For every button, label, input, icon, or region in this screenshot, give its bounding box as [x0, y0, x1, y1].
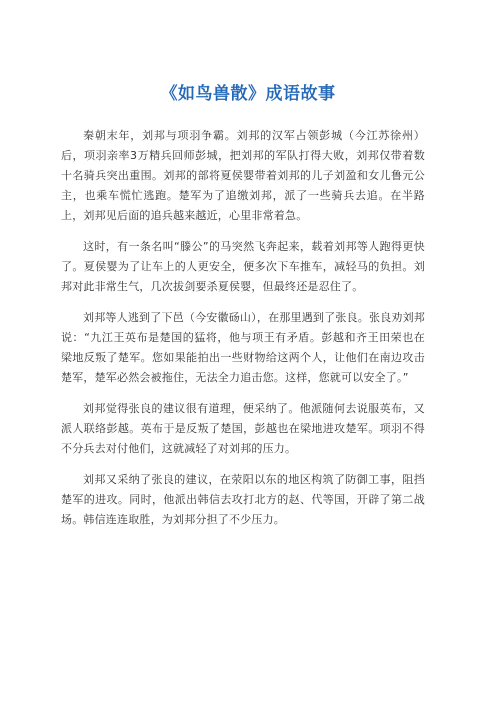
paragraph-2: 这时，有一条名叫“滕公”的马突然飞奔起来，载着刘邦等人跑得更快了。夏侯婴为了让车上的人更安全，便多次下车推车，减轻马的负担。刘邦对此非常生气，几次拔剑要杀夏侯婴，但最终还是忍住了。: [61, 240, 425, 293]
paragraph-1: 秦朝末年，刘邦与项羽争霸。刘邦的汉军占领彭城（今江苏徐州）后，项羽亲率3万精兵回师彭城，把刘邦的军队打得大败，刘邦仅带着数十名骑兵突出重围。刘邦的部将夏侯婴带着刘邦的儿子刘盈和女儿鲁元公主，也乘车慌忙逃跑。楚军为了追缴刘邦，派了一些骑兵去追。在半路上，刘邦见后面的追兵越来越近，心里非常着急。: [61, 129, 425, 222]
document-body: [61, 126, 425, 541]
paragraph-3: 刘邦等人逃到了下邑（今安徽砀山），在那里遇到了张良。张良劝刘邦说：“九江王英布是楚国的猛将，他与项王有矛盾。彭越和齐王田荣也在梁地反叛了楚军。您如果能拍出一些财物给这两个人，让他们在南边攻击楚军，楚军必然会被拖住，无法全力追击您。这样，您就可以安全了。”: [61, 311, 425, 384]
paragraph-4: 刘邦觉得张良的建议很有道理，便采纳了。他派随何去说服英布，又派人联络彭越。英布于是反叛了楚国，彭越也在梁地进攻楚军。项羽不得不分兵去对付他们，这就减轻了对刘邦的压力。: [61, 402, 425, 455]
document-title: 《如鸟兽散》成语故事: [160, 84, 336, 104]
paragraph-5: 刘邦又采纳了张良的建议，在荥阳以东的地区构筑了防御工事，阻挡楚军的进攻。同时，他派出韩信去攻打北方的赵、代等国，开辟了第二战场。韩信连连取胜，为刘邦分担了不少压力。: [61, 473, 425, 526]
